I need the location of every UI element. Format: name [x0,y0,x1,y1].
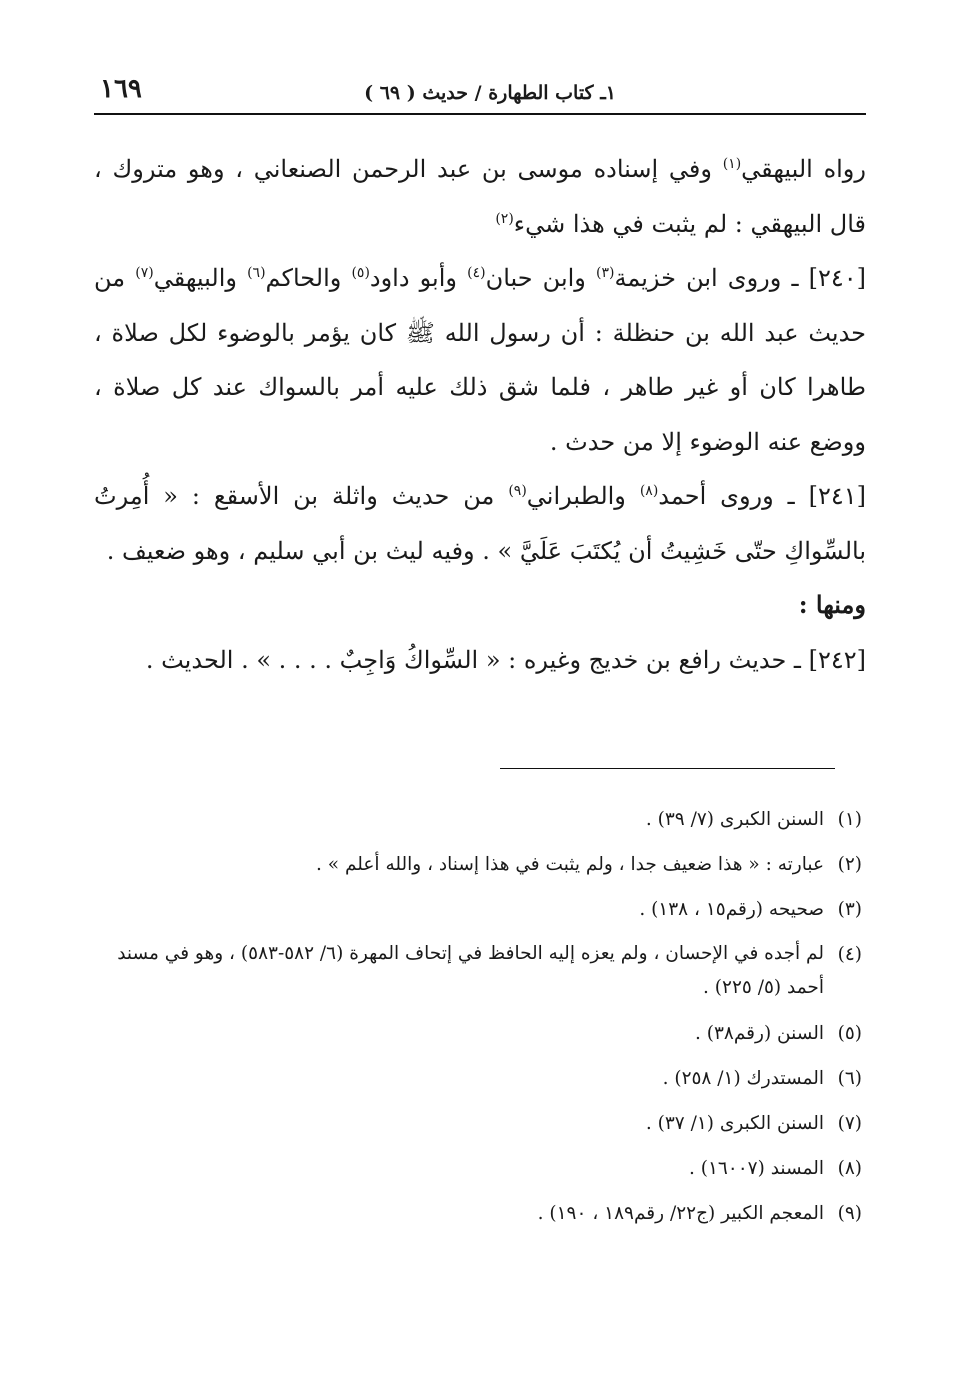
footnote-number: (٤) [837,944,862,965]
footnote-number: (٣) [837,899,862,920]
footnote-item [80,887,862,932]
running-title: ١ـ كتاب الطهارة / حديث ( ٦٩ ) [364,82,616,104]
page-header [94,68,866,114]
footnote-number: (٧) [837,1113,862,1134]
footnote-text: السنن (رقم٣٨) . [695,1023,824,1044]
text-run: وفي إسناده موسى بن عبد الرحمن الصنعاني ، وهو متروك ، قال البيهقي : لم يثبت في هذا شيء [94,155,866,238]
footnote-number: (٢) [837,854,862,875]
paragraph-241 [94,469,866,578]
footnote-text: المسند (١٦٠٠٧) . [688,1158,824,1179]
footnote-ref-1: (١) [722,156,742,172]
footnote-text: لم أجده في الإحسان ، ولم يعزه إليه الحافظ في إتحاف المهرة (٦/ ٥٨٢-٥٨٣) ، وهو في مسند أحمد (٥/ ٢٢٥) . [117,943,824,998]
footnote-item [80,842,862,887]
footnote-text: المعجم الكبير (ج٢٢/ رقم١٨٩ ، ١٩٠) . [537,1203,824,1224]
footnote-item [80,797,862,842]
page-number: ١٦٩ [100,74,142,104]
footnote-item [80,1056,862,1101]
footnote-ref-2: (٢) [495,210,514,227]
section-heading: ومنها : [798,590,866,619]
footnote-number: (٥) [837,1023,862,1044]
footnote-ref-5: (٥) [351,265,370,281]
footnote-text: عبارته : « هذا ضعيف جدا ، ولم يثبت في هذا إسناد ، والله أعلم » . [315,854,824,875]
footnote-text: السنن الكبرى (٧/ ٣٩) . [645,809,824,830]
footnotes [80,797,862,1236]
footnote-ref-8: (٨) [639,483,659,499]
footnote-number: (٩) [837,1203,862,1224]
header-rule [94,113,866,115]
footnote-item [80,1011,862,1056]
footnote-item [80,1101,862,1146]
text-run: من حديث واثلة بن الأسقع : « أُمِرتُ بالسِّواكِ حتّى خَشِيتُ أن يُكتَبَ عَلَيَّ » . وفيه ليث بن أبي سليم ، وهو ضعيف . [94,482,866,565]
footnote-ref-7: (٧) [135,265,154,281]
footnote-number: (٨) [837,1158,862,1179]
text-run: [٢٤٠] ـ وروى ابن خزيمة [614,264,867,292]
paragraph-1 [94,142,866,251]
footnote-ref-3: (٣) [596,265,615,281]
text-run: وأبو داود [369,264,468,292]
footnote-text: المستدرك (١/ ٢٥٨) . [662,1068,824,1089]
footnote-item [80,1146,862,1191]
text-run: وابن حبان [485,264,596,292]
footnote-number: (٦) [837,1068,862,1089]
paragraph-242: [٢٤٢] ـ حديث رافع بن خديج وغيره : « السِّواكُ وَاجِبٌ . . . . » . الحديث . [145,645,866,674]
text-run: رواه البيهقي [741,155,866,183]
text-run: من حديث عبد الله بن حنظلة : أن رسول الله ﷺ كان يؤمر بالوضوء لكل صلاة ، طاهرا كان أو غير طاهر ، فلما شق ذلك عليه أمر بالسواك عند كل صلاة ، ووضع عنه الوضوء إلا من حدث . [94,264,866,456]
main-text [94,142,866,687]
footnote-number: (١) [837,809,862,830]
footnote-text: السنن الكبرى (١/ ٣٧) . [645,1113,824,1134]
footnote-item [80,932,862,1011]
footnote-rule [500,768,835,769]
footnote-ref-6: (٦) [247,265,266,281]
paragraph-240 [94,251,866,469]
text-run: والحاكم [265,264,352,292]
footnote-item [80,1191,862,1236]
footnote-text: صحيحه (رقم١٥ ، ١٣٨) . [639,899,824,920]
text-run: [٢٤١] ـ وروى أحمد [658,482,866,510]
footnote-ref-9: (٩) [508,483,527,499]
footnote-ref-4: (٤) [467,265,486,281]
text-run: والبيهقي [153,264,248,292]
text-run: والطبراني [526,482,640,510]
